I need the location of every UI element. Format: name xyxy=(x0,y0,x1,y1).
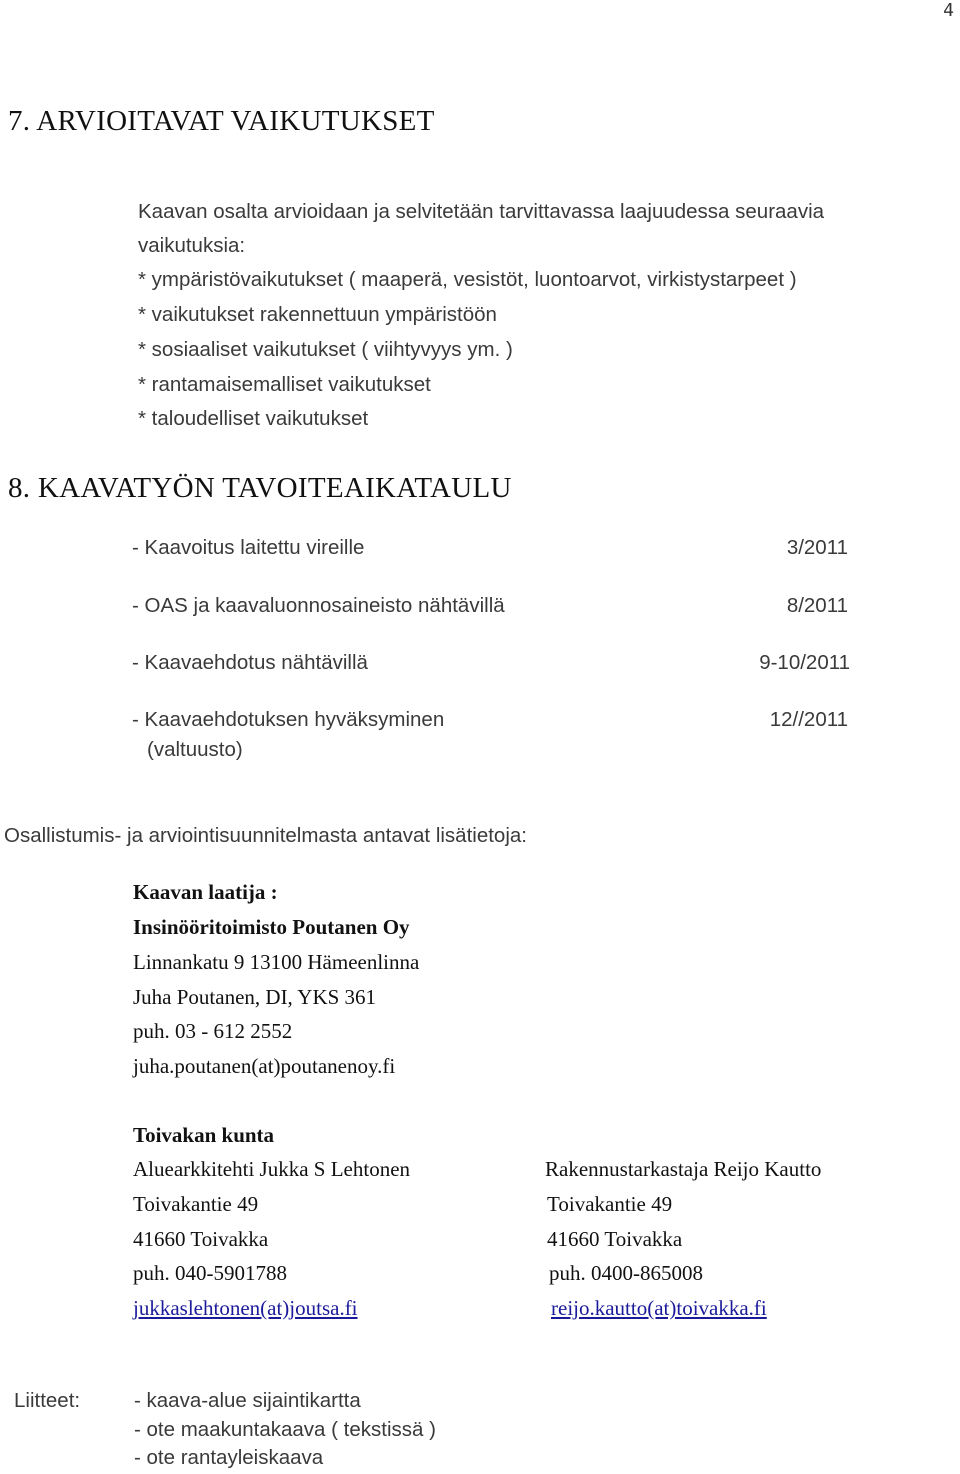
attachments-label: Liitteet: xyxy=(14,1389,81,1412)
attachment-item: - ote maakuntakaava ( tekstissä ) xyxy=(134,1418,436,1441)
impact-item: * ympäristövaikutukset ( maaperä, vesistöt, luontoarvot, virkistystarpeet ) xyxy=(138,268,797,291)
section-7-heading: 7. ARVIOITAVAT VAIKUTUKSET xyxy=(8,105,435,137)
impact-item: * taloudelliset vaikutukset xyxy=(138,407,369,430)
left-contact-email-link[interactable]: jukkaslehtonen(at)joutsa.fi xyxy=(133,1296,358,1320)
planner-email: juha.poutanen(at)poutanenoy.fi xyxy=(133,1054,396,1078)
impact-item: * rantamaisemalliset vaikutukset xyxy=(138,373,431,396)
schedule-date: 12//2011 xyxy=(769,708,848,731)
section-7-intro-line-2: vaikutuksia: xyxy=(138,234,246,257)
planner-address: Linnankatu 9 13100 Hämeenlinna xyxy=(133,950,420,974)
impact-item: * sosiaaliset vaikutukset ( viihtyvyys ym. ) xyxy=(138,338,513,361)
right-contact-phone: puh. 0400-865008 xyxy=(549,1261,703,1285)
contact-intro: Osallistumis- ja arviointisuunnitelmasta antavat lisätietoja: xyxy=(4,824,527,847)
schedule-label: - Kaavaehdotus nähtävillä xyxy=(132,651,368,674)
impact-item: * vaikutukset rakennettuun ympäristöön xyxy=(138,303,497,326)
section-7-intro-line-1: Kaavan osalta arvioidaan ja selvitetään tarvittavassa laajuudessa seuraavia xyxy=(138,200,825,223)
municipality-title: Toivakan kunta xyxy=(133,1123,275,1147)
planner-phone: puh. 03 - 612 2552 xyxy=(133,1019,293,1043)
left-contact-name: Aluearkkitehti Jukka S Lehtonen xyxy=(133,1157,411,1181)
schedule-sublabel: (valtuusto) xyxy=(147,738,243,761)
right-contact-street: Toivakantie 49 xyxy=(547,1192,673,1216)
planner-title: Kaavan laatija : xyxy=(133,880,278,904)
page-number: 4 xyxy=(943,0,954,21)
right-contact-email-link[interactable]: reijo.kautto(at)toivakka.fi xyxy=(551,1296,767,1320)
schedule-date: 9-10/2011 xyxy=(759,651,850,674)
schedule-label: - Kaavaehdotuksen hyväksyminen xyxy=(132,708,445,731)
attachment-item: - ote rantayleiskaava xyxy=(134,1446,324,1469)
planner-person: Juha Poutanen, DI, YKS 361 xyxy=(133,985,377,1009)
schedule-label: - Kaavoitus laitettu vireille xyxy=(132,536,365,559)
right-contact-city: 41660 Toivakka xyxy=(547,1227,683,1251)
right-contact-name: Rakennustarkastaja Reijo Kautto xyxy=(545,1157,822,1181)
section-8-heading: 8. KAAVATYÖN TAVOITEAIKATAULU xyxy=(8,472,512,504)
schedule-date: 8/2011 xyxy=(786,594,848,617)
left-contact-phone: puh. 040-5901788 xyxy=(133,1261,287,1285)
left-contact-street: Toivakantie 49 xyxy=(133,1192,259,1216)
schedule-label: - OAS ja kaavaluonnosaineisto nähtävillä xyxy=(132,594,505,617)
left-contact-city: 41660 Toivakka xyxy=(133,1227,269,1251)
schedule-date: 3/2011 xyxy=(786,536,848,559)
planner-company: Insinööritoimisto Poutanen Oy xyxy=(133,915,410,939)
attachment-item: - kaava-alue sijaintikartta xyxy=(134,1389,361,1412)
